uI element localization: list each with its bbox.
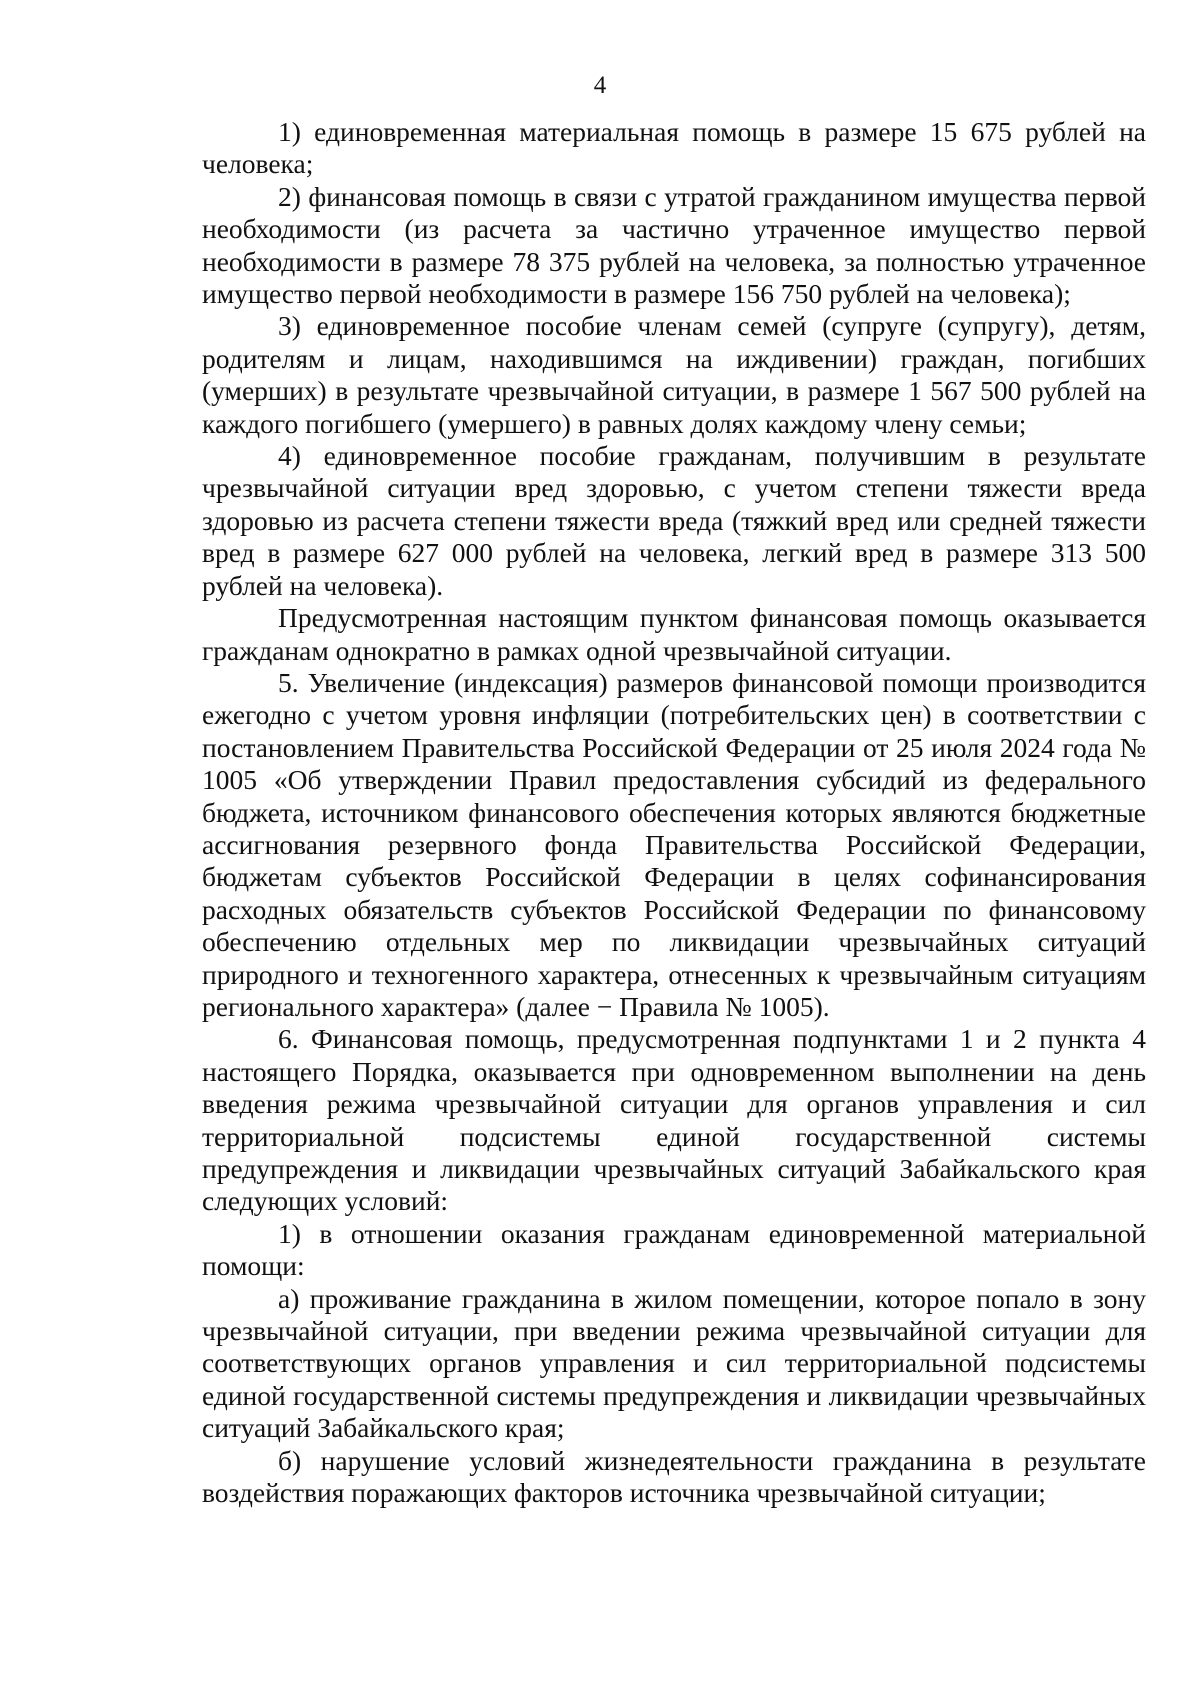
- paragraph-one-time-provision: Предусмотренная настоящим пунктом финансовая помощь оказывается гражданам однократно в рамках одной чрезвычайной ситуации.: [202, 602, 1146, 666]
- paragraph-5-indexation: 5. Увеличение (индексация) размеров финансовой помощи производится ежегодно с учетом уровня инфляции (потребительских цен) в соответствии с постановлением Правительства Российской Федерации от 25 июля 2024 года № 1005 «Об утверждении Правил предоставления субсидий из федерального бюджета, источником финансового обеспечения которых являются бюджетные ассигнования резервного фонда Правительства Российской Федерации, бюджетам субъектов Российской Федерации в целях софинансирования расходных обязательств субъектов Российской Федерации по финансовому обеспечению отдельных мер по ликвидации чрезвычайных ситуаций природного и техногенного характера, отнесенных к чрезвычайным ситуациям регионального характера» (далее − Правила № 1005).: [202, 666, 1146, 1022]
- paragraph-4-health-damage-benefit: 4) единовременное пособие гражданам, получившим в результате чрезвычайной ситуации вред здоровью, с учетом степени тяжести вреда здоровью из расчета степени тяжести вреда (тяжкий вред или средней тяжести вред в размере 627 000 рублей на человека, легкий вред в размере 313 500 рублей на человека).: [202, 440, 1146, 601]
- paragraph-6-1-b-living-conditions: б) нарушение условий жизнедеятельности гражданина в результате воздействия поражающих факторов источника чрезвычайной ситуации;: [202, 1444, 1146, 1509]
- paragraph-6-1-material-aid-conditions: 1) в отношении оказания гражданам единовременной материальной помощи:: [202, 1217, 1146, 1282]
- paragraph-2-property-loss-aid: 2) финансовая помощь в связи с утратой гражданином имущества первой необходимости (из расчета за частично утраченное имущество первой необходимости в размере 78 375 рублей на человека, за полностью утраченное имущество первой необходимости в размере 156 750 рублей на человека);: [202, 180, 1146, 310]
- paragraph-6-conditions: 6. Финансовая помощь, предусмотренная подпунктами 1 и 2 пункта 4 настоящего Порядка, оказывается при одновременном выполнении на день введения режима чрезвычайной ситуации для органов управления и сил территориальной подсистемы единой государственной системы предупреждения и ликвидации чрезвычайных ситуаций Забайкальского края следующих условий:: [202, 1023, 1146, 1217]
- paragraph-6-1-a-residence: а) проживание гражданина в жилом помещении, которое попало в зону чрезвычайной ситуации, при введении режима чрезвычайной ситуации для соответствующих органов управления и сил территориальной подсистемы единой государственной системы предупреждения и ликвидации чрезвычайных ситуаций Забайкальского края;: [202, 1282, 1146, 1444]
- document-body: [202, 116, 1146, 1509]
- paragraph-3-family-benefit: 3) единовременное пособие членам семей (супруге (супругу), детям, родителям и лицам, находившимся на иждивении) граждан, погибших (умерших) в результате чрезвычайной ситуации, в размере 1 567 500 рублей на каждого погибшего (умершего) в равных долях каждому члену семьи;: [202, 310, 1146, 439]
- paragraph-1-material-aid: 1) единовременная материальная помощь в размере 15 675 рублей на человека;: [202, 116, 1146, 180]
- page-number: 4: [593, 72, 607, 99]
